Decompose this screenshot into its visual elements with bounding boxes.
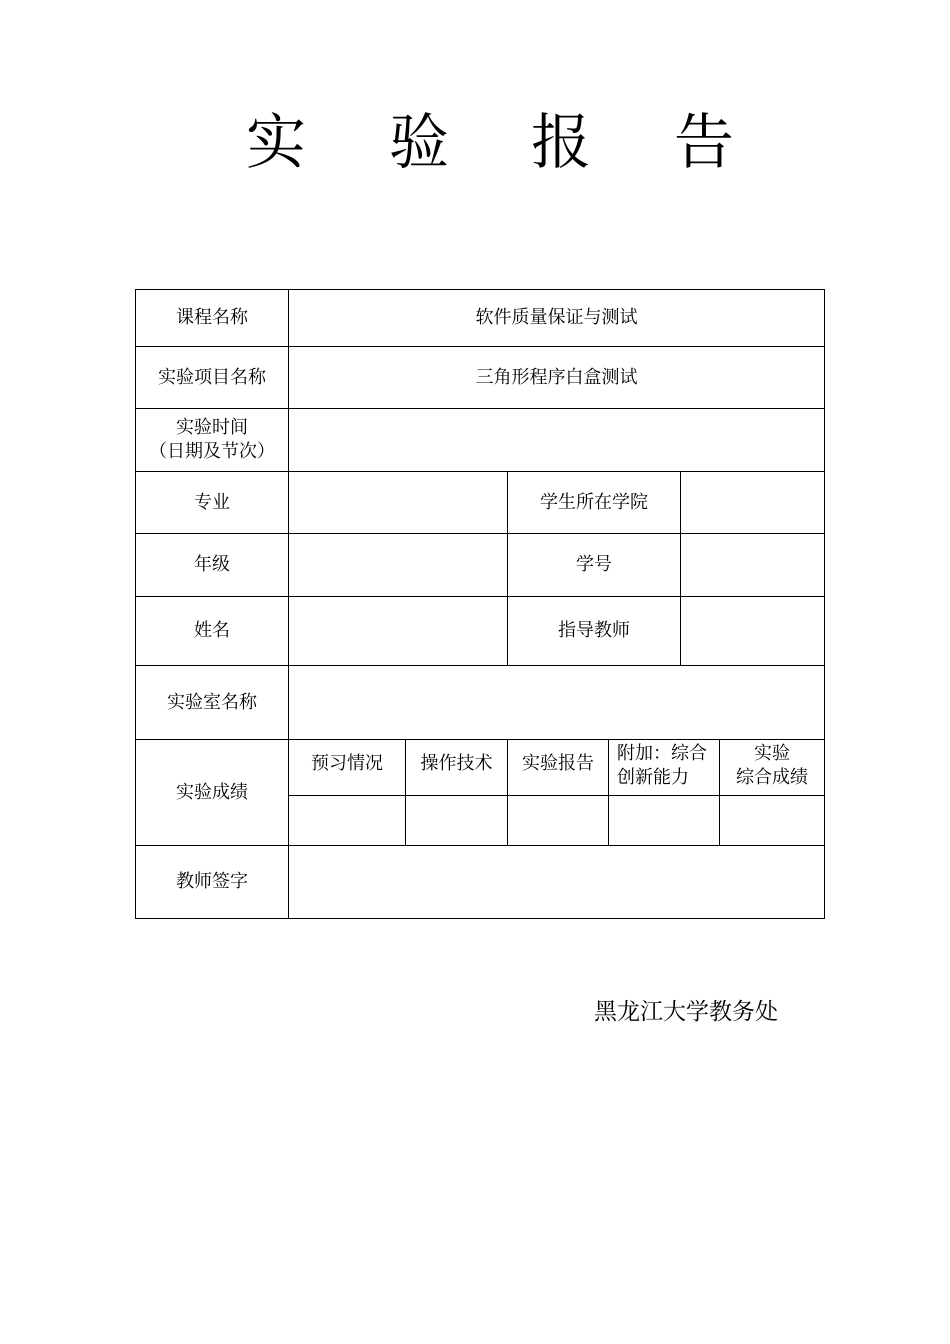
score-col-operation: 操作技术 [406,740,508,796]
college-value[interactable] [681,472,825,534]
score-col-extra-line2: 创新能力 [617,767,689,788]
score-extra-value[interactable] [609,796,720,846]
score-operation-value[interactable] [406,796,508,846]
major-value[interactable] [289,472,508,534]
score-col-extra-line1: 附加：综合 [617,743,707,764]
title-char-4: 告 [674,108,734,178]
name-value[interactable] [289,597,508,666]
lab-room-value[interactable] [289,666,825,740]
grade-value[interactable] [289,534,508,597]
major-label: 专业 [136,472,289,534]
title-char-2: 验 [389,108,449,178]
teacher-sign-label: 教师签字 [136,846,289,919]
time-label-line2: （日期及节次） [149,441,275,462]
lab-room-label: 实验室名称 [136,666,289,740]
teacher-sign-value[interactable] [289,846,825,919]
issuer-footer: 黑龙江大学教务处 [594,999,778,1025]
college-label: 学生所在学院 [508,472,681,534]
experiment-time-value[interactable] [289,409,825,472]
student-id-label: 学号 [508,534,681,597]
course-name-value: 软件质量保证与测试 [289,290,825,347]
student-id-value[interactable] [681,534,825,597]
project-name-label: 实验项目名称 [136,347,289,409]
report-title [0,108,950,178]
score-label: 实验成绩 [136,740,289,846]
title-char-1: 实 [246,108,306,178]
score-col-total [720,740,825,796]
score-col-report: 实验报告 [508,740,609,796]
score-col-preview: 预习情况 [289,740,406,796]
course-name-label: 课程名称 [136,290,289,347]
project-name-value: 三角形程序白盒测试 [289,347,825,409]
experiment-time-label [136,409,289,472]
title-char-3: 报 [531,108,591,178]
name-label: 姓名 [136,597,289,666]
score-col-total-line2: 综合成绩 [736,767,809,788]
time-label-line1: 实验时间 [176,417,248,438]
score-preview-value[interactable] [289,796,406,846]
score-col-extra [609,740,720,796]
score-col-total-line1: 实验 [754,743,791,764]
advisor-label: 指导教师 [508,597,681,666]
score-report-value[interactable] [508,796,609,846]
score-total-value[interactable] [720,796,825,846]
advisor-value[interactable] [681,597,825,666]
grade-label: 年级 [136,534,289,597]
report-info-table [135,289,825,919]
